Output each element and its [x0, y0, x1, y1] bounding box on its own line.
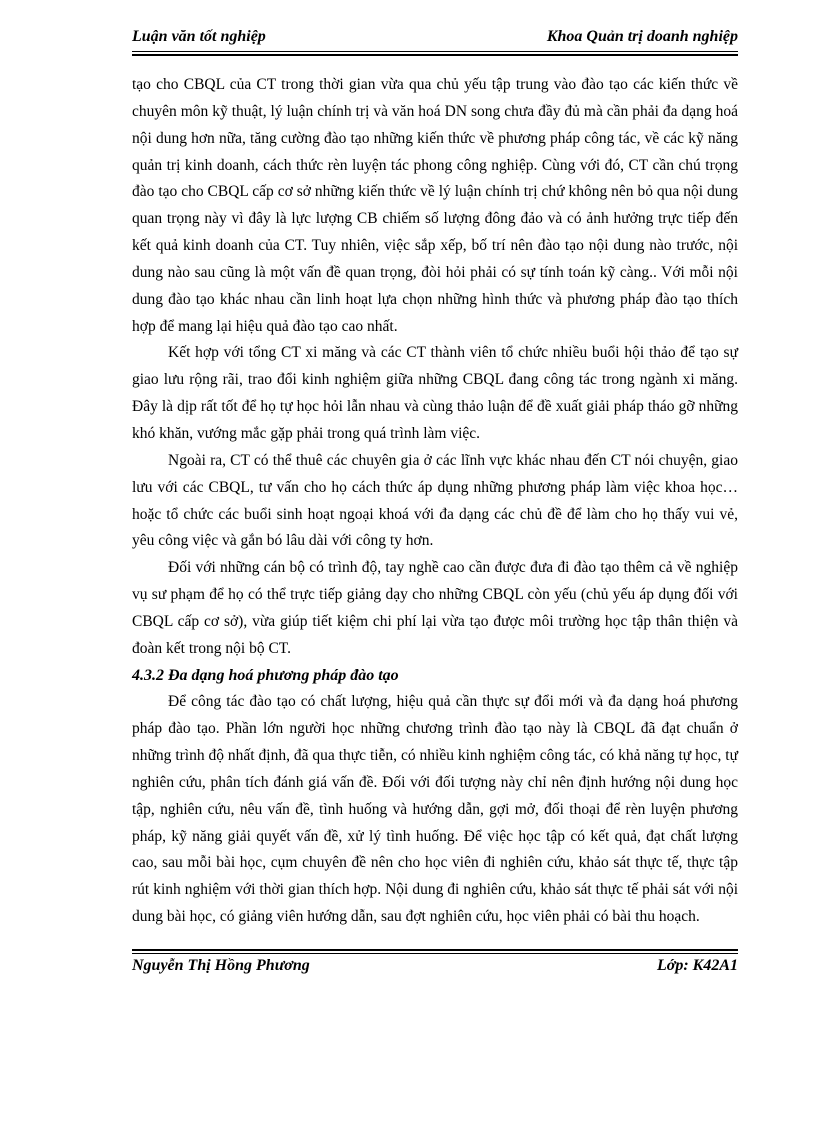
paragraph-3: Ngoài ra, CT có thể thuê các chuyên gia ở các lĩnh vực khác nhau đến CT nói chuyện, giao lưu với các CBQL, tư vấn cho họ cách thức áp dụng những phương pháp làm việc khoa học…hoặc tổ chức các buổi sinh hoạt ngoại khoá với đa dạng các chủ đề để làm cho họ thấy vui vẻ, yêu công việc và gắn bó lâu dài với công ty hơn. — [132, 451, 738, 550]
page-header — [132, 26, 738, 50]
header-faculty: Khoa Quản trị doanh nghiệp — [546, 28, 738, 45]
header-divider — [132, 51, 738, 52]
document-body — [132, 72, 738, 931]
header-divider-thick — [132, 54, 738, 56]
header-thesis-title: Luận văn tốt nghiệp — [132, 28, 266, 45]
paragraph-5: Để công tác đào tạo có chất lượng, hiệu quả cần thực sự đổi mới và đa dạng hoá phương pháp đào tạo. Phần lớn người học những chương trình đào tạo này là CBQL đã đạt chuẩn ở những trình độ nhất định, đã qua thực tiễn, có nhiều kinh nghiệm công tác, có khả năng tự học, tự nghiên cứu, phân tích đánh giá vấn đề. Đối với đối tượng này chỉ nên định hướng nội dung học tập, nghiên cứu, nêu vấn đề, tình huống và hướng dẫn, gợi mở, đối thoại để rèn luyện phương pháp, kỹ năng giải quyết vấn đề, xử lý tình huống. Để việc học tập có kết quả, đạt chất lượng cao, sau mỗi bài học, cụm chuyên đề nên cho học viên đi nghiên cứu, khảo sát thực tế, thực tập rút kinh nghiệm với thời gian thích hợp. Nội dung đi nghiên cứu, khảo sát thực tế phải sát với nội dung bài học, có giảng viên hướng dẫn, sau đợt nghiên cứu, học viên phải có bài thu hoạch. — [132, 693, 738, 926]
footer-divider-thick — [132, 949, 738, 951]
footer-author: Nguyễn Thị Hồng Phương — [132, 957, 310, 974]
paragraph-1: tạo cho CBQL của CT trong thời gian vừa qua chủ yếu tập trung vào đào tạo các kiến thức về chuyên môn kỹ thuật, lý luận chính trị và văn hoá DN song chưa đầy đủ mà cần phải đa dạng hoá nội dung hơn nữa, tăng cường đào tạo những kiến thức về phương pháp công tác, về các kỹ năng quản trị kinh doanh, cách thức rèn luyện tác phong công nghiệp. Cùng với đó, CT cần chú trọng đào tạo cho CBQL cấp cơ sở những kiến thức về lý luận chính trị chứ không nên bỏ qua nội dung quan trọng này vì đây là lực lượng CB chiếm số lượng đông đảo và có ảnh hưởng trực tiếp đến kết quả kinh doanh của CT. Tuy nhiên, việc sắp xếp, bố trí nên đào tạo nội dung nào trước, nội dung nào sau cũng là một vấn đề quan trọng, đòi hỏi phải có sự tính toán kỹ càng.. Với mỗi nội dung đào tạo khác nhau cần linh hoạt lựa chọn những hình thức và phương pháp đào tạo thích hợp để mang lại hiệu quả đào tạo cao nhất. — [132, 76, 738, 335]
section-heading: 4.3.2 Đa dạng hoá phương pháp đào tạo — [132, 666, 399, 684]
page-footer — [132, 955, 738, 979]
paragraph-4: Đối với những cán bộ có trình độ, tay nghề cao cần được đưa đi đào tạo thêm cả về nghiệp vụ sư phạm để họ có thể trực tiếp giảng dạy cho những CBQL còn yếu (chủ yếu áp dụng đối với CBQL cấp cơ sở), vừa giúp tiết kiệm chi phí lại vừa tạo được môi trường học tập thân thiện và đoàn kết trong nội bộ CT. — [132, 559, 738, 657]
footer-class: Lớp: K42A1 — [656, 957, 738, 974]
paragraph-2: Kết hợp với tổng CT xi măng và các CT thành viên tổ chức nhiều buổi hội thảo để tạo sự giao lưu rộng rãi, trao đổi kinh nghiệm giữa những CBQL đang công tác trong ngành xi măng. Đây là dịp rất tốt để họ tự học hỏi lẫn nhau và cùng thảo luận để đề xuất giải pháp tháo gỡ những khó khăn, vướng mắc gặp phải trong quá trình làm việc. — [132, 344, 738, 442]
footer-divider — [132, 953, 738, 954]
